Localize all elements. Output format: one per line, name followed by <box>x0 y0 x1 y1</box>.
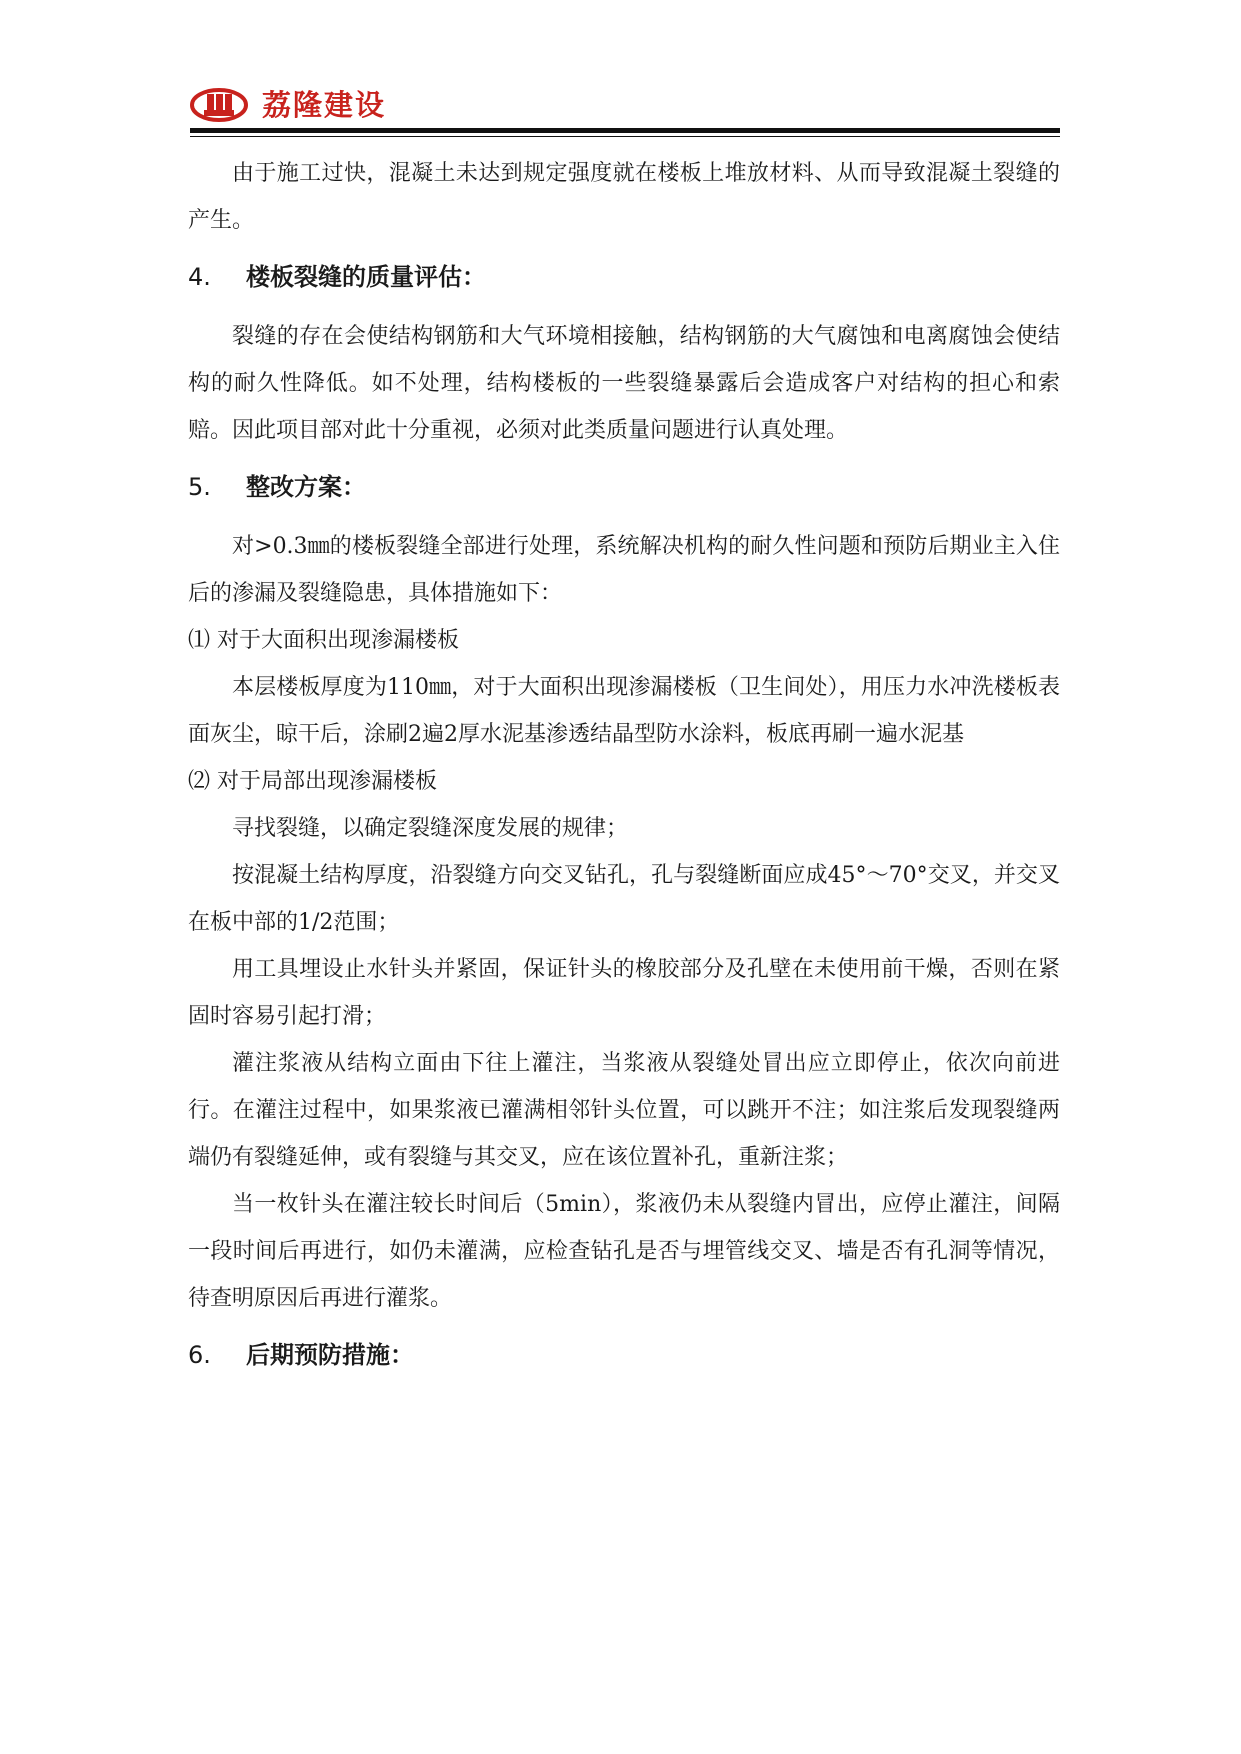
section-title: 后期预防措施： <box>246 1341 414 1369</box>
paragraph-item-2a: 寻找裂缝，以确定裂缝深度发展的规律； <box>232 816 629 841</box>
section-number: 4. <box>188 263 211 291</box>
paragraph-quality-assessment: 裂缝的存在会使结构钢筋和大气环境相接触，结构钢筋的大气腐蚀和电离腐蚀会使结构的耐久性降低。如不处理，结构楼板的一些裂缝暴露后会造成客户对结构的担心和索赔。因此项目部对此十分重视，必须对此类质量问题进行认真处理。 <box>188 324 1060 443</box>
list-item-2: ⑵ 对于局部出现渗漏楼板 <box>188 769 437 794</box>
document-body <box>188 150 1060 1391</box>
section-title: 整改方案： <box>246 473 366 501</box>
company-name: 荔隆建设 <box>262 88 387 122</box>
paragraph-item-2e: 当一枚针头在灌注较长时间后（5min），浆液仍未从裂缝内冒出，应停止灌注，间隔一段时间后再进行，如仍未灌满，应检查钻孔是否与埋管线交叉、墙是否有孔洞等情况，待查明原因后再进行灌浆。 <box>188 1192 1060 1311</box>
section-heading-5 <box>188 464 1060 511</box>
paragraph-rectification-plan: 对>0.3㎜的楼板裂缝全部进行处理，系统解决机构的耐久性问题和预防后期业主入住后的渗漏及裂缝隐患，具体措施如下： <box>188 534 1060 606</box>
header-rule-thin <box>190 136 1060 137</box>
list-item-1: ⑴ 对于大面积出现渗漏楼板 <box>188 628 459 653</box>
paragraph-item-1: 本层楼板厚度为110㎜，对于大面积出现渗漏楼板（卫生间处），用压力水冲洗楼板表面灰尘，晾干后，涂刷2遍2厚水泥基渗透结晶型防水涂料，板底再刷一遍水泥基 <box>188 675 1060 747</box>
paragraph-intro: 由于施工过快，混凝土未达到规定强度就在楼板上堆放材料、从而导致混凝土裂缝的产生。 <box>188 161 1060 233</box>
section-number: 5. <box>188 473 211 501</box>
header-rule-thick <box>190 128 1060 133</box>
section-number: 6. <box>188 1341 211 1369</box>
paragraph-item-2b: 按混凝土结构厚度，沿裂缝方向交叉钻孔，孔与裂缝断面应成45°～70°交叉，并交叉在板中部的1/2范围； <box>188 863 1060 935</box>
paragraph-item-2d: 灌注浆液从结构立面由下往上灌注，当浆液从裂缝处冒出应立即停止，依次向前进行。在灌注过程中，如果浆液已灌满相邻针头位置，可以跳开不注；如注浆后发现裂缝两端仍有裂缝延伸，或有裂缝与其交叉，应在该位置补孔，重新注浆； <box>188 1051 1060 1170</box>
company-logo-icon <box>190 88 248 122</box>
section-title: 楼板裂缝的质量评估： <box>246 263 486 291</box>
section-heading-4 <box>188 254 1060 301</box>
paragraph-item-2c: 用工具埋设止水针头并紧固，保证针头的橡胶部分及孔壁在未使用前干燥，否则在紧固时容易引起打滑； <box>188 957 1060 1029</box>
section-heading-6 <box>188 1332 1060 1379</box>
